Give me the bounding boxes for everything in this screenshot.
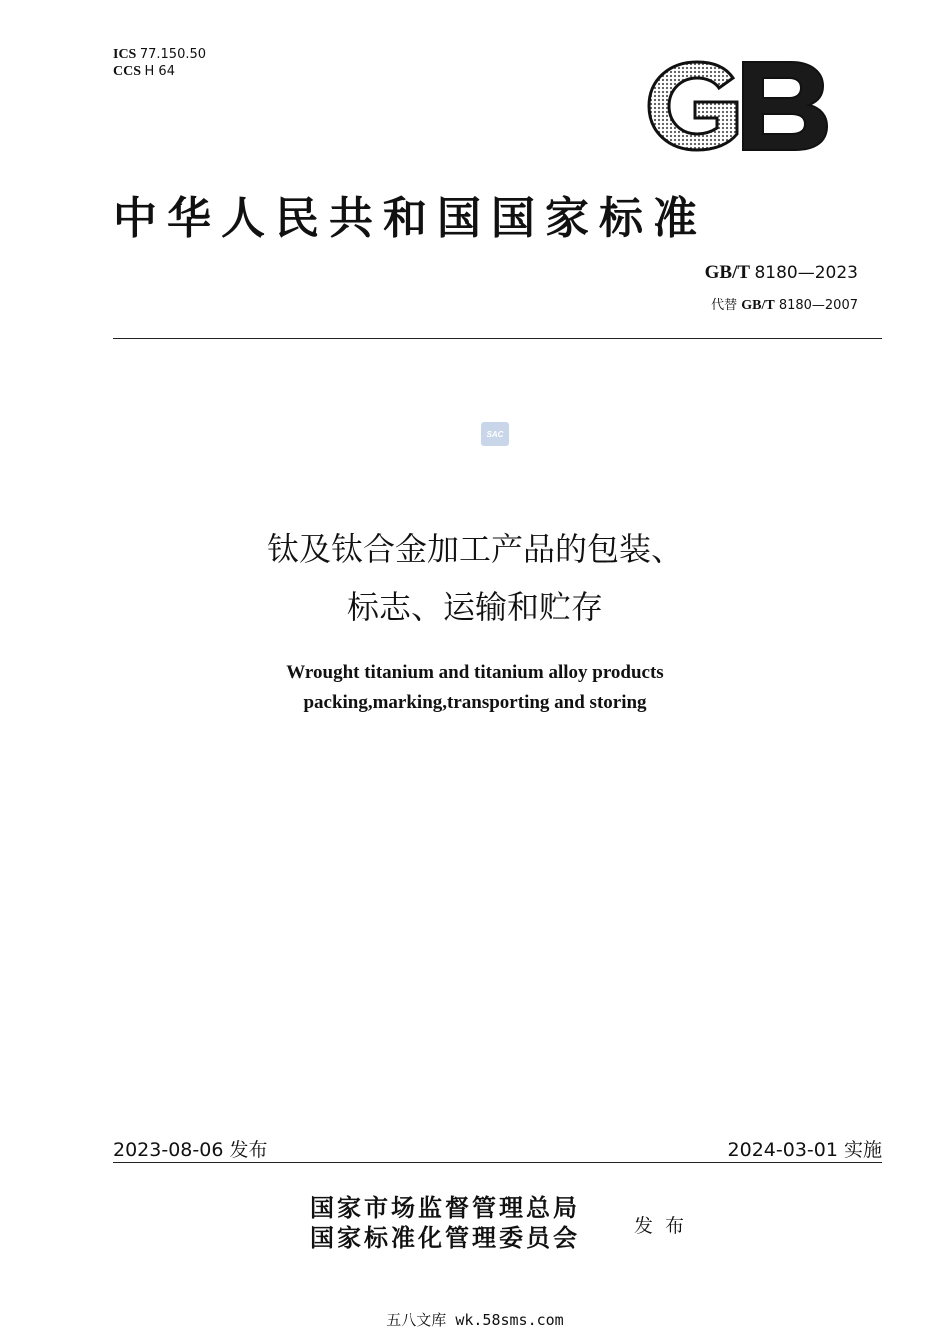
replaces-standard (711, 294, 858, 314)
classification-codes (113, 46, 206, 80)
ics-label: ICS (113, 47, 137, 62)
gb-logo-icon (645, 58, 831, 154)
national-standard-heading: 中华人民共和国国家标准 (113, 193, 707, 244)
replace-prefix: GB/T (741, 298, 775, 313)
replace-number: 8180—2007 (778, 298, 858, 313)
title-cn-line-1: 钛及钛合金加工产品的包装、 (266, 530, 683, 568)
title-en-line-1: Wrought titanium and titanium alloy products (286, 662, 664, 683)
footer-divider (113, 1162, 882, 1163)
sac-watermark-icon (481, 422, 509, 446)
title-en-line-2: packing,marking,transporting and storing (303, 692, 647, 713)
standard-prefix: GB/T (704, 262, 750, 283)
ics-value: 77.150.50 (139, 47, 207, 62)
footer-watermark: 五八文库 wk.58sms.com (386, 1311, 564, 1329)
issuer-samr: 国家市场监督管理总局 (310, 1193, 580, 1222)
replace-label: 代替 (711, 298, 738, 313)
watermark-text: SAC (486, 430, 504, 439)
title-cn-line-2: 标志、运输和贮存 (346, 588, 603, 626)
issue-date: 2023-08-06 发布 (113, 1139, 268, 1161)
issuer-sac: 国家标准化管理委员会 (310, 1223, 580, 1252)
logo-text: GB (645, 58, 647, 59)
ccs-value: H 64 (144, 64, 175, 79)
ccs-label: CCS (113, 64, 142, 79)
issuing-authorities (310, 1193, 580, 1253)
standard-number-value: 8180—2023 (754, 263, 858, 283)
standard-number (705, 262, 858, 284)
issue-word: 发布 (634, 1215, 697, 1237)
header-divider (113, 338, 882, 339)
implement-date: 2024-03-01 实施 (727, 1139, 882, 1161)
